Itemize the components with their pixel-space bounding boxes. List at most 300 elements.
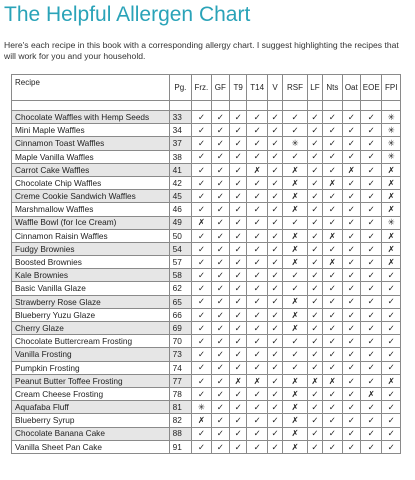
column-header: Pg. <box>169 75 192 101</box>
allergen-mark-cell: ✓ <box>247 124 267 137</box>
allergen-mark-cell: ✓ <box>230 427 247 440</box>
allergen-mark-cell: ✓ <box>342 216 360 229</box>
page-number-cell: 65 <box>169 295 192 308</box>
page-title: The Helpful Allergen Chart <box>4 3 251 26</box>
spacer-cell <box>283 101 308 111</box>
allergen-mark-cell: ✓ <box>230 203 247 216</box>
allergen-mark-cell: ✓ <box>342 269 360 282</box>
allergen-mark-cell: ✓ <box>211 150 229 163</box>
page-number-cell: 57 <box>169 256 192 269</box>
allergen-mark-cell: ✓ <box>230 124 247 137</box>
allergen-mark-cell: ✓ <box>323 150 342 163</box>
page-number-cell: 73 <box>169 348 192 361</box>
allergen-mark-cell: ✓ <box>267 374 282 387</box>
allergen-mark-cell: ✓ <box>307 176 322 189</box>
allergen-mark-cell: ✓ <box>307 401 322 414</box>
allergen-mark-cell: ✓ <box>192 308 211 321</box>
column-header: RSF <box>283 75 308 101</box>
recipe-name-cell: Maple Vanilla Waffles <box>12 150 170 163</box>
allergen-mark-cell: ✗ <box>247 163 267 176</box>
page-number-cell: 81 <box>169 401 192 414</box>
allergen-mark-cell: ✓ <box>382 308 401 321</box>
allergen-mark-cell: ✓ <box>382 427 401 440</box>
page-number-cell: 45 <box>169 190 192 203</box>
allergen-mark-cell: ✗ <box>360 387 381 400</box>
allergen-mark-cell: ✓ <box>307 387 322 400</box>
page-number-cell: 78 <box>169 387 192 400</box>
allergen-mark-cell: ✓ <box>360 374 381 387</box>
allergen-mark-cell: ✓ <box>360 440 381 453</box>
recipe-name-cell: Chocolate Banana Cake <box>12 427 170 440</box>
allergen-mark-cell: ✓ <box>360 150 381 163</box>
allergen-mark-cell: ✗ <box>192 216 211 229</box>
allergen-mark-cell: ✓ <box>211 242 229 255</box>
allergen-mark-cell: ✗ <box>382 176 401 189</box>
table-row <box>12 374 401 387</box>
spacer-cell <box>360 101 381 111</box>
allergen-mark-cell: ✓ <box>307 361 322 374</box>
allergen-mark-cell: ✗ <box>382 374 401 387</box>
allergen-mark-cell: ✓ <box>230 335 247 348</box>
allergen-mark-cell: ✓ <box>192 361 211 374</box>
allergen-mark-cell: ✓ <box>192 242 211 255</box>
allergen-mark-cell: ✓ <box>342 335 360 348</box>
allergen-mark-cell: ✳ <box>382 124 401 137</box>
spacer-cell <box>169 101 192 111</box>
allergen-mark-cell: ✓ <box>307 414 322 427</box>
allergen-mark-cell: ✓ <box>230 440 247 453</box>
allergen-mark-cell: ✓ <box>267 242 282 255</box>
allergen-mark-cell: ✓ <box>247 111 267 124</box>
allergen-mark-cell: ✗ <box>323 176 342 189</box>
page-number-cell: 91 <box>169 440 192 453</box>
allergen-mark-cell: ✓ <box>342 176 360 189</box>
page-number-cell: 34 <box>169 124 192 137</box>
allergen-mark-cell: ✓ <box>323 242 342 255</box>
recipe-name-cell: Aquafaba Fluff <box>12 401 170 414</box>
allergen-mark-cell: ✓ <box>247 150 267 163</box>
allergen-mark-cell: ✗ <box>307 374 322 387</box>
table-row <box>12 150 401 163</box>
allergen-mark-cell: ✓ <box>211 401 229 414</box>
allergen-mark-cell: ✓ <box>342 427 360 440</box>
table-row <box>12 242 401 255</box>
spacer-cell <box>230 101 247 111</box>
column-header: V <box>267 75 282 101</box>
allergen-mark-cell: ✗ <box>382 242 401 255</box>
recipe-name-cell: Blueberry Syrup <box>12 414 170 427</box>
table-row <box>12 335 401 348</box>
allergen-mark-cell: ✓ <box>247 203 267 216</box>
table-row <box>12 256 401 269</box>
allergen-mark-cell: ✓ <box>323 216 342 229</box>
allergen-mark-cell: ✓ <box>192 176 211 189</box>
allergen-mark-cell: ✓ <box>382 295 401 308</box>
allergen-mark-cell: ✗ <box>283 229 308 242</box>
allergen-mark-cell: ✓ <box>342 229 360 242</box>
allergen-mark-cell: ✓ <box>267 137 282 150</box>
table-row <box>12 216 401 229</box>
allergen-mark-cell: ✓ <box>230 387 247 400</box>
allergen-mark-cell: ✓ <box>307 348 322 361</box>
allergen-mark-cell: ✓ <box>360 414 381 427</box>
intro-paragraph: Here's each recipe in this book with a corresponding allergy chart. I suggest highlighting the recipes that will work for you and your household. <box>4 40 399 61</box>
recipe-name-cell: Chocolate Chip Waffles <box>12 176 170 189</box>
allergen-mark-cell: ✓ <box>247 242 267 255</box>
allergen-mark-cell: ✓ <box>211 335 229 348</box>
allergen-mark-cell: ✓ <box>342 137 360 150</box>
allergen-mark-cell: ✓ <box>211 111 229 124</box>
table-row <box>12 229 401 242</box>
page-number-cell: 88 <box>169 427 192 440</box>
allergen-mark-cell: ✗ <box>283 203 308 216</box>
allergen-mark-cell: ✓ <box>382 414 401 427</box>
allergen-mark-cell: ✓ <box>192 111 211 124</box>
allergen-mark-cell: ✓ <box>323 427 342 440</box>
allergen-mark-cell: ✓ <box>192 124 211 137</box>
allergen-mark-cell: ✓ <box>211 190 229 203</box>
column-header: EOE <box>360 75 381 101</box>
allergen-mark-cell: ✗ <box>192 414 211 427</box>
allergen-mark-cell: ✓ <box>211 295 229 308</box>
recipe-name-cell: Strawberry Rose Glaze <box>12 295 170 308</box>
allergen-mark-cell: ✓ <box>307 269 322 282</box>
table-row <box>12 401 401 414</box>
allergen-mark-cell: ✓ <box>247 414 267 427</box>
recipe-name-cell: Cinnamon Raisin Waffles <box>12 229 170 242</box>
allergen-mark-cell: ✗ <box>247 374 267 387</box>
allergen-mark-cell: ✓ <box>267 176 282 189</box>
allergen-mark-cell: ✓ <box>382 401 401 414</box>
allergen-mark-cell: ✓ <box>211 361 229 374</box>
spacer-cell <box>247 101 267 111</box>
allergen-mark-cell: ✓ <box>323 111 342 124</box>
allergen-mark-cell: ✓ <box>192 163 211 176</box>
table-row <box>12 387 401 400</box>
table-row <box>12 176 401 189</box>
recipe-name-cell: Boosted Brownies <box>12 256 170 269</box>
spacer-cell <box>382 101 401 111</box>
allergen-mark-cell: ✓ <box>247 137 267 150</box>
allergen-mark-cell: ✗ <box>230 374 247 387</box>
spacer-cell <box>192 101 211 111</box>
spacer-cell <box>307 101 322 111</box>
allergen-mark-cell: ✓ <box>192 348 211 361</box>
allergen-mark-cell: ✗ <box>382 203 401 216</box>
table-row <box>12 282 401 295</box>
page-number-cell: 50 <box>169 229 192 242</box>
allergen-mark-cell: ✓ <box>211 124 229 137</box>
spacer-cell <box>323 101 342 111</box>
allergen-mark-cell: ✓ <box>247 322 267 335</box>
allergen-mark-cell: ✓ <box>342 348 360 361</box>
allergen-mark-cell: ✗ <box>323 256 342 269</box>
allergen-mark-cell: ✓ <box>360 124 381 137</box>
allergen-mark-cell: ✓ <box>283 348 308 361</box>
allergen-mark-cell: ✓ <box>360 361 381 374</box>
recipe-name-cell: Waffle Bowl (for Ice Cream) <box>12 216 170 229</box>
table-row <box>12 137 401 150</box>
allergen-mark-cell: ✓ <box>323 308 342 321</box>
page-number-cell: 82 <box>169 414 192 427</box>
table-row <box>12 414 401 427</box>
column-header: LF <box>307 75 322 101</box>
allergen-mark-cell: ✓ <box>247 190 267 203</box>
allergen-mark-cell: ✓ <box>230 282 247 295</box>
allergen-mark-cell: ✓ <box>192 256 211 269</box>
allergen-mark-cell: ✓ <box>211 282 229 295</box>
allergen-mark-cell: ✓ <box>247 401 267 414</box>
allergen-mark-cell: ✓ <box>382 269 401 282</box>
allergen-mark-cell: ✓ <box>342 282 360 295</box>
page-number-cell: 38 <box>169 150 192 163</box>
allergen-mark-cell: ✓ <box>342 242 360 255</box>
allergen-mark-cell: ✓ <box>307 229 322 242</box>
page-number-cell: 58 <box>169 269 192 282</box>
spacer-cell <box>211 101 229 111</box>
recipe-name-cell: Pumpkin Frosting <box>12 361 170 374</box>
allergen-mark-cell: ✓ <box>267 150 282 163</box>
allergen-mark-cell: ✓ <box>360 322 381 335</box>
allergen-mark-cell: ✓ <box>192 335 211 348</box>
allergen-mark-cell: ✓ <box>230 111 247 124</box>
allergen-mark-cell: ✓ <box>342 322 360 335</box>
allergen-mark-cell: ✓ <box>307 427 322 440</box>
table-row <box>12 348 401 361</box>
allergen-mark-cell: ✓ <box>307 295 322 308</box>
allergen-mark-cell: ✓ <box>382 335 401 348</box>
allergen-mark-cell: ✓ <box>283 124 308 137</box>
allergen-mark-cell: ✓ <box>342 440 360 453</box>
recipe-name-cell: Basic Vanilla Glaze <box>12 282 170 295</box>
allergen-mark-cell: ✓ <box>211 216 229 229</box>
allergen-mark-cell: ✓ <box>360 282 381 295</box>
allergen-mark-cell: ✓ <box>382 348 401 361</box>
allergen-mark-cell: ✓ <box>267 111 282 124</box>
page-number-cell: 33 <box>169 111 192 124</box>
recipe-name-cell: Mini Maple Waffles <box>12 124 170 137</box>
allergen-mark-cell: ✓ <box>247 256 267 269</box>
allergen-mark-cell: ✓ <box>307 242 322 255</box>
allergen-mark-cell: ✓ <box>192 282 211 295</box>
allergen-mark-cell: ✓ <box>342 387 360 400</box>
allergen-mark-cell: ✗ <box>283 387 308 400</box>
allergen-mark-cell: ✓ <box>342 111 360 124</box>
allergen-mark-cell: ✗ <box>382 190 401 203</box>
recipe-name-cell: Peanut Butter Toffee Frosting <box>12 374 170 387</box>
allergen-mark-cell: ✓ <box>283 361 308 374</box>
allergen-mark-cell: ✓ <box>283 111 308 124</box>
allergen-mark-cell: ✓ <box>267 269 282 282</box>
table-row <box>12 361 401 374</box>
allergen-mark-cell: ✓ <box>342 401 360 414</box>
allergen-mark-cell: ✓ <box>211 374 229 387</box>
allergen-mark-cell: ✓ <box>211 308 229 321</box>
spacer-cell <box>267 101 282 111</box>
allergen-mark-cell: ✓ <box>230 401 247 414</box>
allergen-mark-cell: ✓ <box>211 322 229 335</box>
column-header: Recipe <box>12 75 170 101</box>
allergen-mark-cell: ✓ <box>382 361 401 374</box>
allergen-mark-cell: ✗ <box>283 295 308 308</box>
allergen-mark-cell: ✓ <box>360 163 381 176</box>
allergen-mark-cell: ✗ <box>283 414 308 427</box>
recipe-name-cell: Chocolate Waffles with Hemp Seeds <box>12 111 170 124</box>
allergen-mark-cell: ✓ <box>283 282 308 295</box>
page-number-cell: 46 <box>169 203 192 216</box>
allergen-mark-cell: ✓ <box>360 176 381 189</box>
table-row <box>12 269 401 282</box>
allergen-mark-cell: ✓ <box>323 137 342 150</box>
allergen-mark-cell: ✓ <box>360 335 381 348</box>
allergen-mark-cell: ✓ <box>192 440 211 453</box>
allergen-mark-cell: ✓ <box>360 308 381 321</box>
allergen-mark-cell: ✓ <box>247 335 267 348</box>
allergen-mark-cell: ✓ <box>211 229 229 242</box>
allergen-mark-cell: ✓ <box>267 414 282 427</box>
allergen-mark-cell: ✓ <box>307 203 322 216</box>
allergen-mark-cell: ✓ <box>360 427 381 440</box>
allergen-mark-cell: ✗ <box>382 163 401 176</box>
allergen-mark-cell: ✓ <box>342 190 360 203</box>
allergen-mark-cell: ✓ <box>247 308 267 321</box>
allergen-mark-cell: ✓ <box>192 295 211 308</box>
allergen-mark-cell: ✓ <box>230 308 247 321</box>
allergen-mark-cell: ✓ <box>307 137 322 150</box>
allergen-mark-cell: ✓ <box>247 348 267 361</box>
page-number-cell: 54 <box>169 242 192 255</box>
allergen-mark-cell: ✓ <box>360 256 381 269</box>
allergen-mark-cell: ✓ <box>267 282 282 295</box>
allergen-mark-cell: ✓ <box>360 401 381 414</box>
allergen-mark-cell: ✓ <box>323 322 342 335</box>
allergen-mark-cell: ✓ <box>230 229 247 242</box>
allergen-mark-cell: ✓ <box>267 427 282 440</box>
recipe-name-cell: Marshmallow Waffles <box>12 203 170 216</box>
allergen-mark-cell: ✓ <box>247 269 267 282</box>
allergen-mark-cell: ✓ <box>192 229 211 242</box>
allergen-mark-cell: ✓ <box>323 124 342 137</box>
spacer-row <box>12 101 401 111</box>
allergen-mark-cell: ✗ <box>283 322 308 335</box>
recipe-name-cell: Creme Cookie Sandwich Waffles <box>12 190 170 203</box>
allergen-mark-cell: ✓ <box>247 229 267 242</box>
allergen-mark-cell: ✓ <box>230 242 247 255</box>
allergen-mark-cell: ✓ <box>267 216 282 229</box>
table-row <box>12 111 401 124</box>
recipe-name-cell: Cinnamon Toast Waffles <box>12 137 170 150</box>
allergen-mark-cell: ✓ <box>307 216 322 229</box>
allergen-mark-cell: ✓ <box>307 150 322 163</box>
allergen-mark-cell: ✓ <box>382 387 401 400</box>
allergen-mark-cell: ✗ <box>283 190 308 203</box>
allergen-mark-cell: ✓ <box>211 440 229 453</box>
recipe-name-cell: Carrot Cake Waffles <box>12 163 170 176</box>
column-header: Nts <box>323 75 342 101</box>
table-row <box>12 440 401 453</box>
column-header: T9 <box>230 75 247 101</box>
recipe-name-cell: Chocolate Buttercream Frosting <box>12 335 170 348</box>
table-row <box>12 163 401 176</box>
allergen-mark-cell: ✓ <box>342 203 360 216</box>
allergen-mark-cell: ✓ <box>211 414 229 427</box>
allergen-mark-cell: ✓ <box>307 256 322 269</box>
allergen-mark-cell: ✓ <box>230 190 247 203</box>
allergen-mark-cell: ✓ <box>267 229 282 242</box>
allergen-mark-cell: ✓ <box>211 176 229 189</box>
recipe-name-cell: Blueberry Yuzu Glaze <box>12 308 170 321</box>
allergen-mark-cell: ✓ <box>360 190 381 203</box>
allergen-mark-cell: ✓ <box>192 374 211 387</box>
allergen-mark-cell: ✳ <box>382 216 401 229</box>
allergen-mark-cell: ✓ <box>247 427 267 440</box>
allergen-mark-cell: ✓ <box>360 295 381 308</box>
column-header: Oat <box>342 75 360 101</box>
allergen-mark-cell: ✗ <box>283 176 308 189</box>
allergen-mark-cell: ✓ <box>267 256 282 269</box>
allergen-mark-cell: ✓ <box>211 137 229 150</box>
allergen-mark-cell: ✗ <box>283 440 308 453</box>
allergen-mark-cell: ✓ <box>267 163 282 176</box>
allergen-mark-cell: ✓ <box>267 203 282 216</box>
allergen-mark-cell: ✓ <box>323 295 342 308</box>
page-number-cell: 62 <box>169 282 192 295</box>
allergen-mark-cell: ✓ <box>283 335 308 348</box>
page-number-cell: 77 <box>169 374 192 387</box>
allergen-mark-cell: ✓ <box>230 216 247 229</box>
allergen-mark-cell: ✓ <box>307 163 322 176</box>
allergen-mark-cell: ✓ <box>230 256 247 269</box>
table-row <box>12 124 401 137</box>
allergen-mark-cell: ✓ <box>323 282 342 295</box>
allergen-mark-cell: ✓ <box>211 387 229 400</box>
recipe-name-cell: Cream Cheese Frosting <box>12 387 170 400</box>
allergen-mark-cell: ✳ <box>382 137 401 150</box>
allergen-mark-cell: ✓ <box>247 387 267 400</box>
page-number-cell: 66 <box>169 308 192 321</box>
allergen-mark-cell: ✓ <box>230 269 247 282</box>
allergen-mark-cell: ✓ <box>307 322 322 335</box>
allergen-mark-cell: ✓ <box>360 203 381 216</box>
allergen-mark-cell: ✓ <box>247 216 267 229</box>
table-row <box>12 308 401 321</box>
allergen-mark-cell: ✓ <box>342 295 360 308</box>
allergen-mark-cell: ✓ <box>230 414 247 427</box>
allergen-mark-cell: ✓ <box>267 387 282 400</box>
allergen-mark-cell: ✗ <box>323 374 342 387</box>
recipe-name-cell: Vanilla Sheet Pan Cake <box>12 440 170 453</box>
table-row <box>12 203 401 216</box>
recipe-name-cell: Vanilla Frosting <box>12 348 170 361</box>
allergen-mark-cell: ✓ <box>247 295 267 308</box>
table-row <box>12 295 401 308</box>
allergen-mark-cell: ✓ <box>283 269 308 282</box>
allergen-mark-cell: ✓ <box>307 282 322 295</box>
allergen-mark-cell: ✓ <box>230 163 247 176</box>
allergen-mark-cell: ✓ <box>323 163 342 176</box>
table-body <box>12 101 401 454</box>
allergen-mark-cell: ✓ <box>323 387 342 400</box>
allergen-mark-cell: ✳ <box>283 137 308 150</box>
table-row <box>12 190 401 203</box>
allergen-mark-cell: ✓ <box>192 150 211 163</box>
page-number-cell: 70 <box>169 335 192 348</box>
column-header: FPI <box>382 75 401 101</box>
allergen-mark-cell: ✓ <box>247 282 267 295</box>
allergen-mark-cell: ✓ <box>342 124 360 137</box>
allergen-mark-cell: ✓ <box>230 348 247 361</box>
table-row <box>12 427 401 440</box>
